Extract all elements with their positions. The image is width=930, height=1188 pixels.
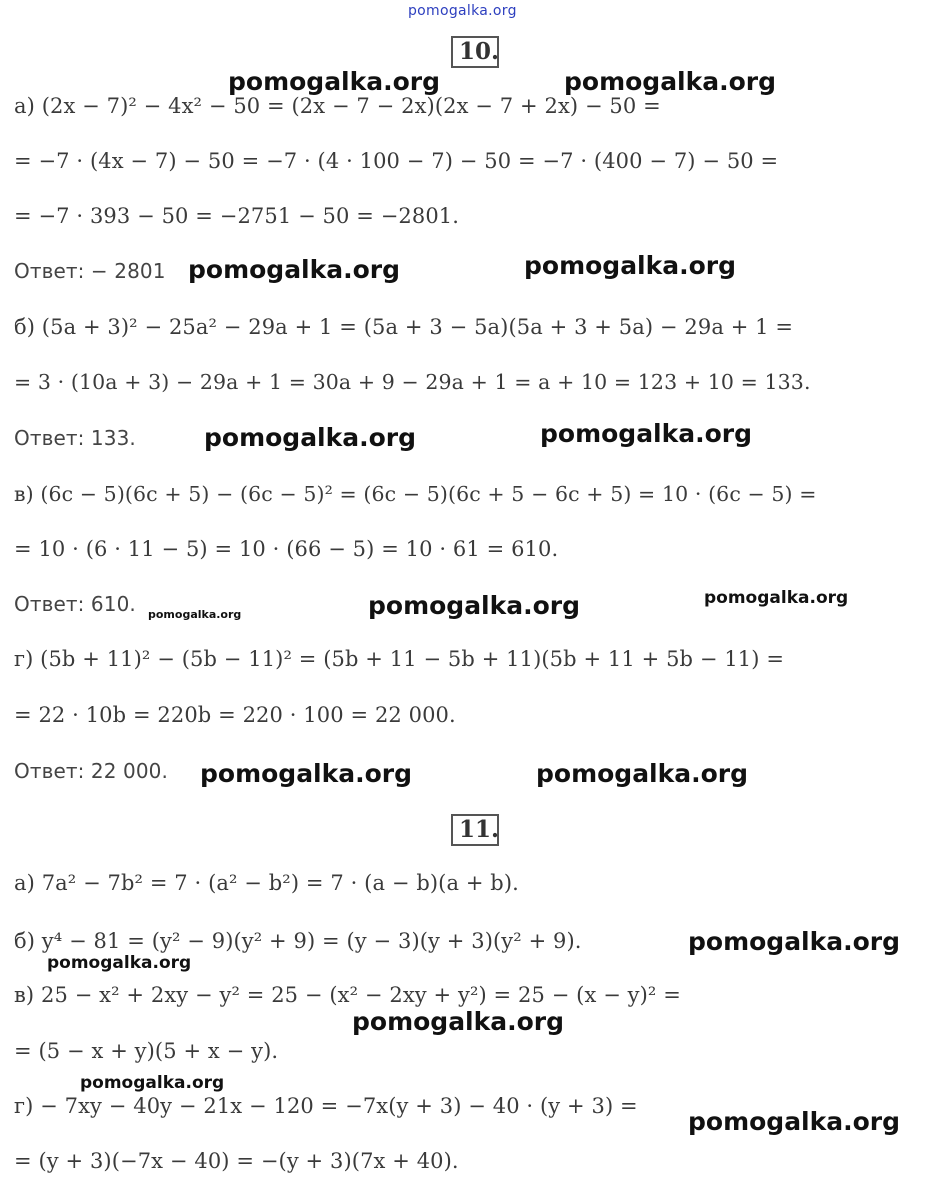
task-11-dot: . xyxy=(491,816,500,843)
task-11-v-line-2: = (5 − x + y)(5 + x − y). xyxy=(14,1039,279,1063)
watermark: pomogalka.org xyxy=(704,588,849,608)
watermark: pomogalka.org xyxy=(524,251,737,280)
task-11-a-line: а) 7a² − 7b² = 7 · (a² − b²) = 7 · (a − b)(a + b). xyxy=(14,871,519,895)
task-10-v-line-2: = 10 · (6 · 11 − 5) = 10 · (66 − 5) = 10 · 61 = 610. xyxy=(14,537,559,561)
top-watermark: pomogalka.org xyxy=(408,3,517,19)
watermark: pomogalka.org xyxy=(148,608,242,621)
watermark: pomogalka.org xyxy=(540,419,753,448)
watermark: pomogalka.org xyxy=(228,67,441,96)
task-10-a-line-1: а) (2x − 7)² − 4x² − 50 = (2x − 7 − 2x)(2x − 7 + 2x) − 50 = xyxy=(14,94,661,118)
task-10-v-line-1: в) (6c − 5)(6c + 5) − (6c − 5)² = (6c − 5)(6c + 5 − 6c + 5) = 10 · (6c − 5) = xyxy=(14,482,817,506)
task-11-number: 11 xyxy=(451,814,499,846)
task-11-g-line-1: г) − 7xy − 40y − 21x − 120 = −7x(y + 3) − 40 · (y + 3) = xyxy=(14,1094,638,1118)
task-11-b-line: б) y⁴ − 81 = (y² − 9)(y² + 9) = (y − 3)(y + 3)(y² + 9). xyxy=(14,929,582,953)
task-10-a-line-2: = −7 · (4x − 7) − 50 = −7 · (4 · 100 − 7) − 50 = −7 · (400 − 7) − 50 = xyxy=(14,149,779,173)
task-10-a-line-3: = −7 · 393 − 50 = −2751 − 50 = −2801. xyxy=(14,204,460,228)
task-10-b-answer: Ответ: 133. xyxy=(14,426,136,450)
task-10-g-answer: Ответ: 22 000. xyxy=(14,759,168,783)
watermark: pomogalka.org xyxy=(536,759,749,788)
task-10-number: 10 xyxy=(451,36,499,68)
watermark: pomogalka.org xyxy=(188,255,401,284)
watermark: pomogalka.org xyxy=(352,1007,565,1036)
watermark: pomogalka.org xyxy=(200,759,413,788)
task-10-b-line-2: = 3 · (10a + 3) − 29a + 1 = 30a + 9 − 29a + 1 = a + 10 = 123 + 10 = 133. xyxy=(14,370,811,394)
watermark: pomogalka.org xyxy=(204,423,417,452)
watermark: pomogalka.org xyxy=(368,591,581,620)
watermark: pomogalka.org xyxy=(564,67,777,96)
watermark: pomogalka.org xyxy=(688,927,901,956)
task-10-a-answer: Ответ: − 2801 xyxy=(14,259,166,283)
task-10-v-answer: Ответ: 610. xyxy=(14,592,136,616)
task-10-b-line-1: б) (5a + 3)² − 25a² − 29a + 1 = (5a + 3 − 5a)(5a + 3 + 5a) − 29a + 1 = xyxy=(14,315,794,339)
task-10-dot: . xyxy=(491,38,500,65)
task-11-v-line-1: в) 25 − x² + 2xy − y² = 25 − (x² − 2xy + y²) = 25 − (x − y)² = xyxy=(14,983,681,1007)
watermark: pomogalka.org xyxy=(688,1107,901,1136)
task-10-g-line-2: = 22 · 10b = 220b = 220 · 100 = 22 000. xyxy=(14,703,456,727)
watermark: pomogalka.org xyxy=(80,1073,225,1093)
task-11-g-line-2: = (y + 3)(−7x − 40) = −(y + 3)(7x + 40). xyxy=(14,1149,459,1173)
watermark: pomogalka.org xyxy=(47,953,192,973)
task-10-g-line-1: г) (5b + 11)² − (5b − 11)² = (5b + 11 − 5b + 11)(5b + 11 + 5b − 11) = xyxy=(14,647,785,671)
